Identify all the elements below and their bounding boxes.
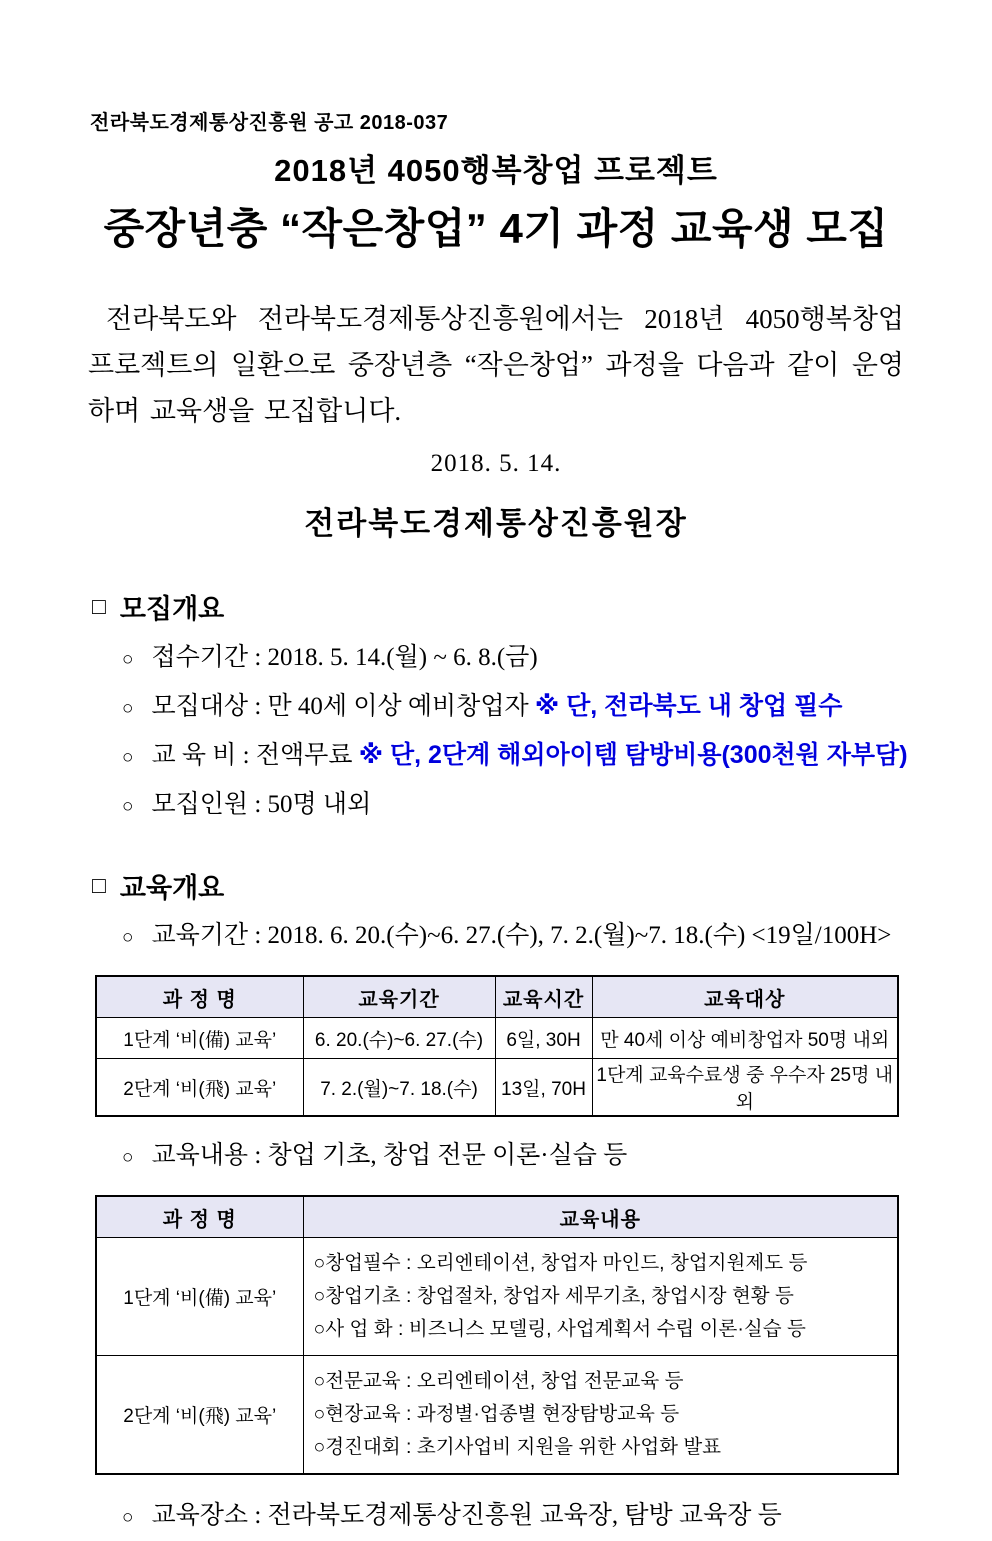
column-header-course: 과 정 명 <box>96 1196 303 1238</box>
cell-details <box>303 1238 898 1356</box>
column-header-period: 교육기간 <box>303 976 495 1018</box>
item-emphasis: ※ 단, 전라북도 내 창업 필수 <box>534 692 843 720</box>
item-text: 교육내용 : 창업 기초, 창업 전문 이론·실습 등 <box>151 1142 628 1169</box>
circle-bullet-icon: ○ <box>122 927 134 948</box>
issuer-signature: 전라북도경제통상진흥원장 <box>304 506 688 541</box>
cell-target: 만 40세 이상 예비창업자 50명 내외 <box>592 1018 898 1059</box>
detail-line: ○창업필수 : 오리엔테이션, 창업자 마인드, 창업지원제도 등 <box>313 1252 808 1274</box>
section-title-recruit-overview: 모집개요 <box>119 594 225 624</box>
cell-hours: 13일, 70H <box>495 1059 592 1117</box>
announcement-date: 2018. 5. 14. <box>430 450 562 477</box>
circle-bullet-icon: ○ <box>122 796 134 817</box>
square-bullet-icon: □ <box>92 872 106 898</box>
cell-details <box>303 1356 898 1475</box>
table-row-stage1-content <box>96 1238 898 1356</box>
schedule-table <box>95 975 899 1117</box>
table-row-stage2 <box>96 1059 898 1117</box>
item-text: 접수기간 : 2018. 5. 14.(월) ~ 6. 8.(금) <box>151 644 538 671</box>
schedule-table-header-row <box>96 976 898 1018</box>
table-row-stage2-content <box>96 1356 898 1475</box>
cell-period: 7. 2.(월)~7. 18.(수) <box>303 1059 495 1117</box>
section-heading-recruit-overview <box>92 587 992 626</box>
cell-course: 1단계 ‘비(備) 교육’ <box>96 1238 303 1356</box>
list-item-fee <box>122 732 932 781</box>
list-item-headcount <box>122 781 932 830</box>
column-header-hours: 교육시간 <box>495 976 592 1018</box>
detail-line: ○창업기초 : 창업절차, 창업자 세무기초, 창업시장 현황 등 <box>313 1285 794 1307</box>
circle-bullet-icon: ○ <box>122 698 134 719</box>
cell-course: 1단계 ‘비(備) 교육’ <box>96 1018 303 1059</box>
list-item-education-location <box>122 1493 932 1541</box>
cell-course: 2단계 ‘비(飛) 교육’ <box>96 1059 303 1117</box>
intro-paragraph: 전라북도와 전라북도경제통상진흥원에서는 2018년 4050행복창업 프로젝트의 일환으로 중장년층 “작은창업” 과정을 다음과 같이 운영하며 교육생을 모집합니다. <box>88 304 904 426</box>
content-table-header-row <box>96 1196 898 1238</box>
circle-bullet-icon: ○ <box>122 1147 134 1168</box>
cell-target: 1단계 교육수료생 중 우수자 25명 내외 <box>592 1059 898 1117</box>
item-text: 교 육 비 : 전액무료 <box>151 742 359 769</box>
detail-line: ○사 업 화 : 비즈니스 모델링, 사업계획서 수립 이론·실습 등 <box>313 1318 806 1340</box>
list-item-apply-period <box>122 634 932 683</box>
list-item-target <box>122 683 932 732</box>
column-header-target: 교육대상 <box>592 976 898 1018</box>
section-heading-education-overview <box>92 866 992 905</box>
circle-bullet-icon: ○ <box>122 649 134 670</box>
circle-bullet-icon: ○ <box>122 1507 134 1528</box>
item-emphasis: ※ 단, 2단계 해외아이템 탐방비용(300천원 자부담) <box>358 741 908 769</box>
circle-bullet-icon: ○ <box>122 747 134 768</box>
item-text: 모집인원 : 50명 내외 <box>151 791 372 818</box>
document-subtitle: 2018년 4050행복창업 프로젝트 <box>274 153 718 188</box>
detail-line: ○전문교육 : 오리엔테이션, 창업 전문교육 등 <box>313 1370 684 1392</box>
column-header-content: 교육내용 <box>303 1196 898 1238</box>
section-title-education-overview: 교육개요 <box>119 873 225 903</box>
document-title: 중장년충 “작은창업” 4기 과정 교육생 모집 <box>103 205 889 252</box>
list-item-education-period <box>122 913 932 961</box>
item-text: 교육장소 : 전라북도경제통상진흥원 교육장, 탐방 교육장 등 <box>151 1502 782 1529</box>
column-header-course: 과 정 명 <box>96 976 303 1018</box>
cell-course: 2단계 ‘비(飛) 교육’ <box>96 1356 303 1475</box>
table-row-stage1 <box>96 1018 898 1059</box>
detail-line: ○경진대회 : 초기사업비 지원을 위한 사업화 발표 <box>313 1436 722 1458</box>
document-page <box>0 106 992 1529</box>
content-table <box>95 1195 899 1475</box>
item-text: 모집대상 : 만 40세 이상 예비창업자 <box>151 693 535 720</box>
list-item-education-content <box>122 1133 932 1181</box>
item-text: 교육기간 : 2018. 6. 20.(수)~6. 27.(수), 7. 2.(월)~7. 18.(수) <19일/100H> <box>151 922 892 949</box>
square-bullet-icon: □ <box>92 593 106 619</box>
cell-period: 6. 20.(수)~6. 27.(수) <box>303 1018 495 1059</box>
detail-line: ○현장교육 : 과정별·업종별 현장탐방교육 등 <box>313 1403 680 1425</box>
cell-hours: 6일, 30H <box>495 1018 592 1059</box>
recruit-overview-items <box>0 634 992 830</box>
notice-number: 전라북도경제통상진흥원 공고 2018-037 <box>90 112 449 134</box>
